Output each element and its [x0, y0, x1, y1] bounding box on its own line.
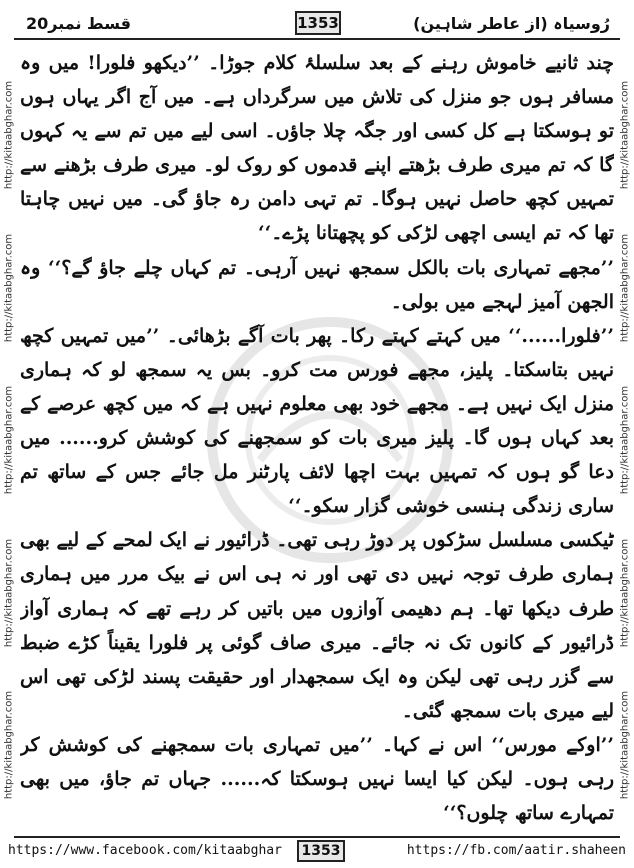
story-text [20, 46, 614, 832]
page-header [14, 8, 620, 40]
paragraph: ’’اوکے مورس‘‘ اس نے کہا۔ ’’میں تمہاری بات سمجھنے کی کوشش کر رہی ہوں۔ لیکن کیا ایسا نہیں ہوسکتا کہ...... جہاں تم جاؤ، میں بھی تمہارے ساتھ چلوں؟‘‘ [20, 733, 614, 825]
paragraph [20, 830, 614, 832]
footer-divider [14, 836, 620, 838]
margin-url[interactable]: http://kitaabghar.com [619, 690, 631, 800]
margin-url[interactable]: http://kitaabghar.com [3, 538, 15, 647]
margin-url[interactable]: http://kitaabghar.com [3, 233, 15, 342]
header-divider [14, 38, 620, 40]
footer-page-number: 1353 [297, 840, 345, 862]
margin-url[interactable]: http://kitaabghar.com [619, 80, 631, 190]
paragraph: ’’مجھے تمہاری بات بالکل سمجھ نہیں آرہی۔ تم کہاں چلے جاؤ گے؟‘‘ وہ الجھن آمیز لہجے میں بولی۔ [20, 256, 614, 313]
paragraph: چند ثانیے خاموش رہنے کے بعد سلسلۂ کلام جوڑا۔ ’’دیکھو فلورا! میں وہ مسافر ہوں جو منزل کی تلاش میں سرگرداں ہے۔ میں آج اگر یہاں ہوں تو ہوسکتا ہے کل کسی اور جگہ چلا جاؤں۔ اسی لیے میں تم سے یہ کہوں گا کہ تم میری طرف بڑھتے اپنے قدموں کو روک لو۔ میری طرف بڑھنے سے تمہیں کچھ حاصل نہیں ہوگا۔ تم تہی دامن رہ جاؤ گی۔ میں نہیں چاہتا تھا کہ تم ایسی اچھی لڑکی کو پچھتانا پڑے۔‘‘ [20, 52, 614, 245]
facebook-page-link[interactable]: https://www.facebook.com/kitaabghar [8, 843, 282, 858]
margin-url[interactable]: http://kitaabghar.com [3, 80, 15, 190]
header-page-number: 1353 [295, 11, 341, 35]
paragraph: ٹیکسی مسلسل سڑکوں پر دوڑ رہی تھی۔ ڈرائیور نے ایک لمحے کے لیے بھی ہماری طرف توجہ نہیں دی تھی اور نہ ہی اس نے بیک مرر میں ہماری طرف دیکھا تھا۔ ہم دھیمی آوازوں میں باتیں کر رہے تھے کہ ہماری آواز ڈرائیور کے کانوں تک نہ جائے۔ میری صاف گوئی پر فلورا یقیناً کڑے ضبط سے گزر رہی تھی لیکن وہ ایک سمجھدار اور حقیقت پسند لڑکی تھی اس لیے میری بات سمجھ گئی۔ [20, 529, 614, 722]
author-facebook-link[interactable]: https://fb.com/aatir.shaheen [406, 843, 626, 858]
left-margin-links [1, 60, 17, 820]
paragraph: ’’فلورا......‘‘ میں کہتے کہتے رکا۔ پھر بات آگے بڑھائی۔ ’’میں تمہیں کچھ نہیں بتاسکتا۔ پلیز، مجھے فورس مت کرو۔ بس یہ سمجھ لو کہ ہماری منزل ایک نہیں ہے۔ مجھے خود بھی معلوم نہیں ہے کہ میں کچھ عرصے کے بعد کہاں ہوں گا۔ پلیز میری بات کو سمجھنے کی کوشش کرو...... میں دعا گو ہوں کہ تمہیں بہت اچھا لائف پارٹنر مل جائے جس کے ساتھ تم ساری زندگی ہنسی خوشی گزار سکو۔‘‘ [20, 324, 614, 518]
margin-url[interactable]: http://kitaabghar.com [619, 385, 631, 495]
right-margin-links [617, 60, 633, 820]
page-footer [8, 840, 626, 864]
margin-url[interactable]: http://kitaabghar.com [3, 690, 15, 800]
episode-label: قسط نمبر20 [26, 14, 131, 33]
book-title: رُوسیاہ (از عاطر شاہین) [413, 14, 610, 33]
margin-url[interactable]: http://kitaabghar.com [619, 233, 631, 342]
margin-url[interactable]: http://kitaabghar.com [3, 385, 15, 495]
margin-url[interactable]: http://kitaabghar.com [619, 538, 631, 647]
